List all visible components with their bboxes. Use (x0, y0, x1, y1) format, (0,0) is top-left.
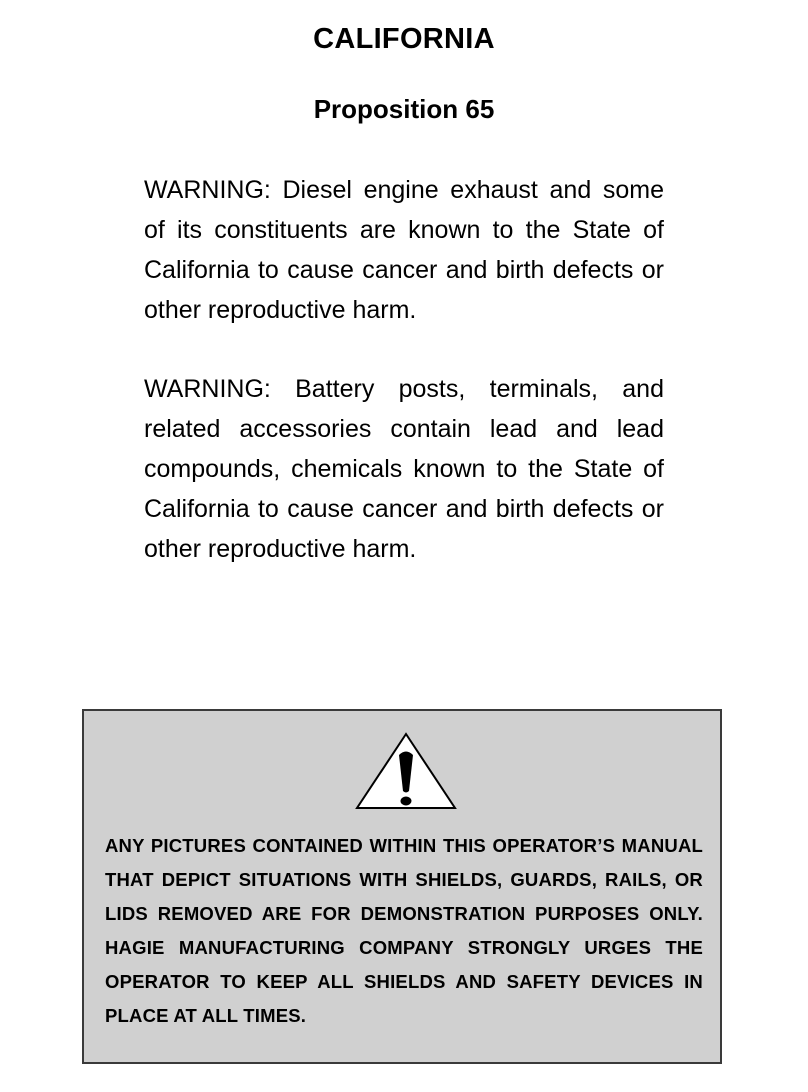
page-title: CALIFORNIA (313, 23, 495, 55)
safety-notice-text: ANY PICTURES CONTAINED WITHIN THIS OPERATOR’S MANUAL THAT DEPICT SITUATIONS WITH SHIELDS, GUARDS, RAILS, OR LIDS REMOVED ARE FOR DEMONSTRATION PURPOSES ONLY. HAGIE MANUFACTURING COMPANY STRONGLY URGES THE OPERATOR TO KEEP ALL SHIELDS AND SAFETY DEVICES IN PLACE AT ALL TIMES. (105, 835, 703, 1026)
safety-notice-box (82, 709, 722, 1064)
diesel-exhaust-warning: WARNING: Diesel engine exhaust and some of its constituents are known to the State of California to cause cancer and birth defects or other reproductive harm. (144, 176, 664, 324)
warning-triangle-exclamation-icon (354, 731, 458, 811)
page-subtitle: Proposition 65 (313, 94, 495, 124)
battery-lead-warning: WARNING: Battery posts, terminals, and related accessories contain lead and lead compounds, chemicals known to the State of California to cause cancer and birth defects or other reproductive harm. (144, 375, 664, 563)
